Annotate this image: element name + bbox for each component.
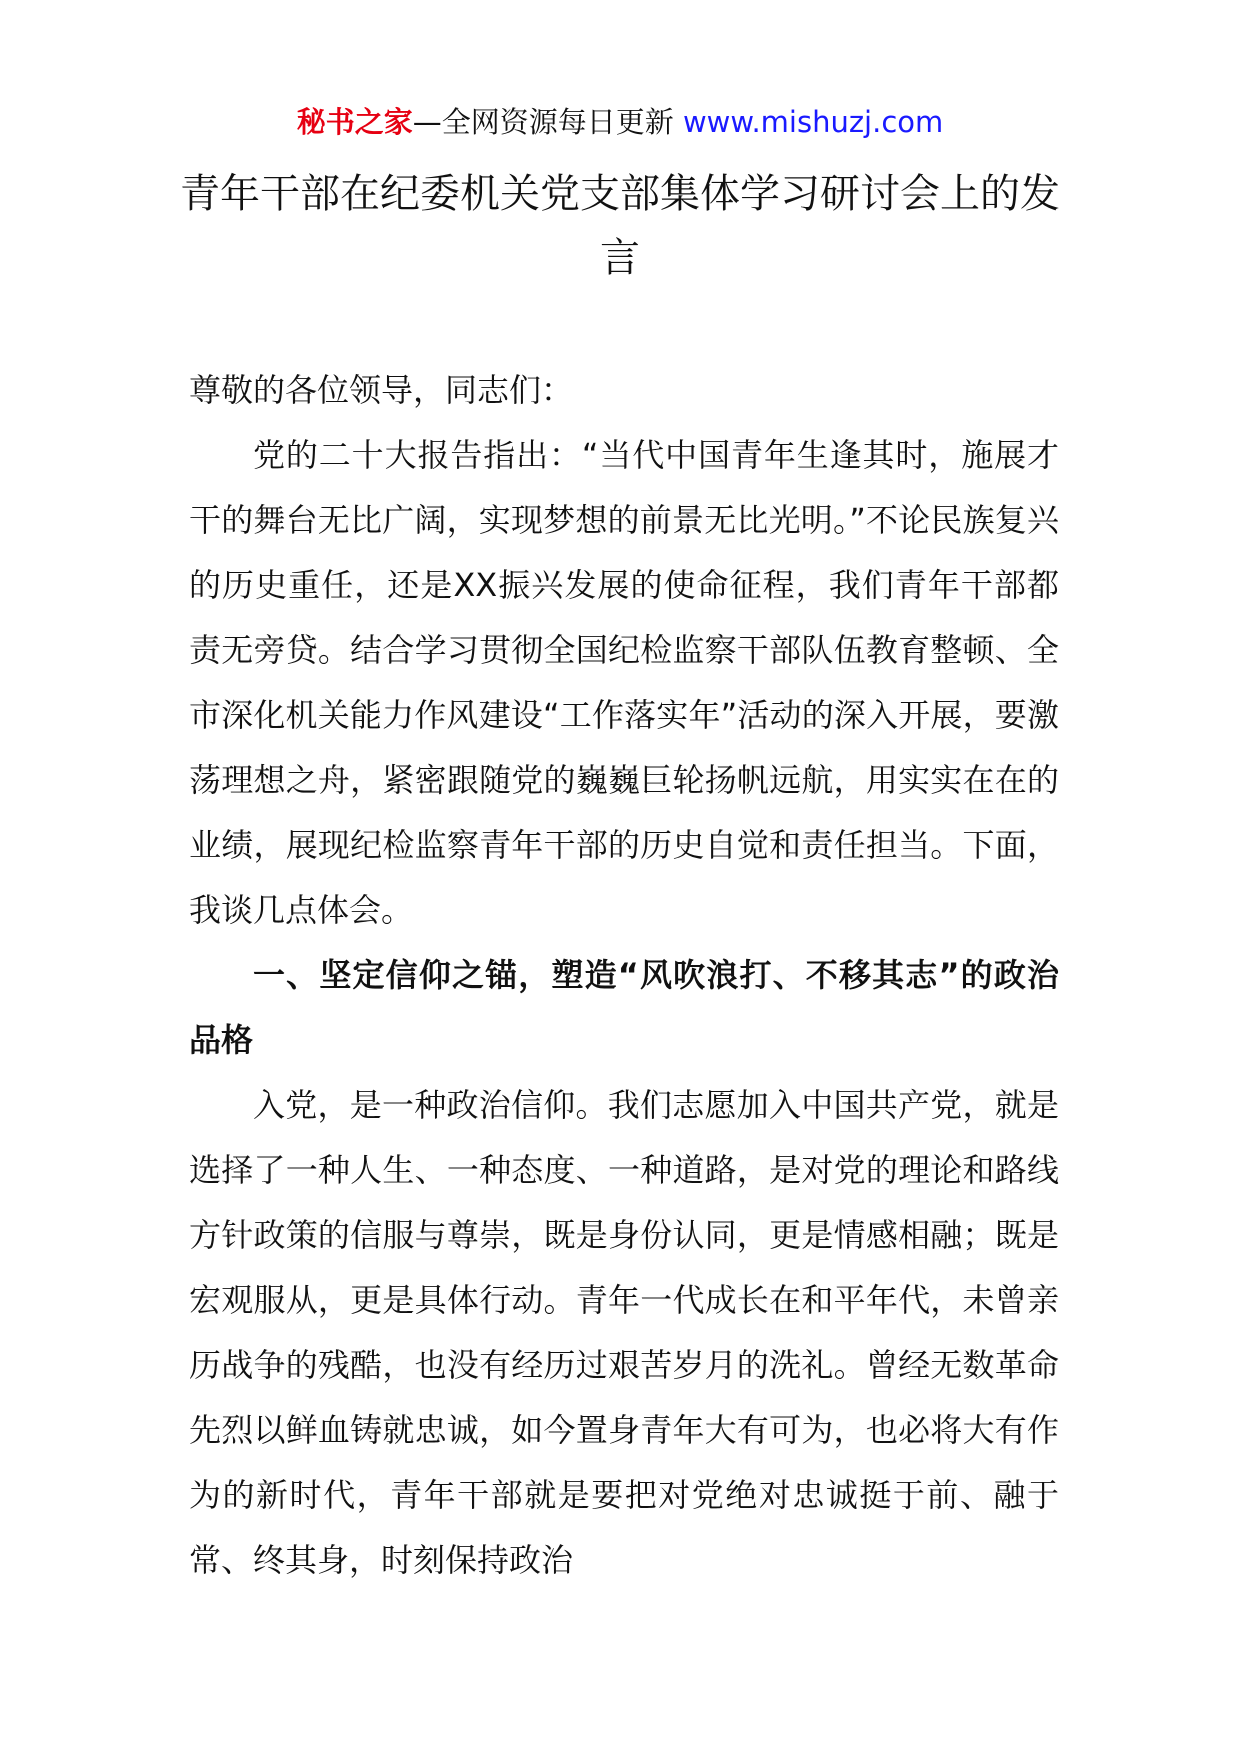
- section-heading: 一、坚定信仰之锚，塑造“风吹浪打、不移其志”的政治品格: [189, 956, 1059, 1059]
- paragraph: 党的二十大报告指出：“当代中国青年生逢其时，施展才干的舞台无比广阔，实现梦想的前景无比光明。”不论民族复兴的历史重任，还是XX振兴发展的使命征程，我们青年干部都责无旁贷。结合学习贯彻全国纪检监察干部队伍教育整顿、全市深化机关能力作风建设“工作落实年”活动的深入开展，要激荡理想之舟，紧密跟随党的巍巍巨轮扬帆远航，用实实在在的业绩，展现纪检监察青年干部的历史自觉和责任担当。下面，我谈几点体会。: [189, 436, 1059, 929]
- salutation: 尊敬的各位领导，同志们：: [189, 371, 574, 409]
- paragraph: 入党，是一种政治信仰。我们志愿加入中国共产党，就是选择了一种人生、一种态度、一种道路，是对党的理论和路线方针政策的信服与尊崇，既是身份认同，更是情感相融；既是宏观服从，更是具体行动。青年一代成长在和平年代，未曾亲历战争的残酷，也没有经历过艰苦岁月的洗礼。曾经无数革命先烈以鲜血铸就忠诚，如今置身青年大有可为，也必将大有作为的新时代，青年干部就是要把对党绝对忠诚挺于前、融于常、终其身，时刻保持政治: [189, 1086, 1059, 1579]
- site-url-link[interactable]: www.mishuzj.com: [682, 105, 944, 139]
- document-title: 青年干部在纪委机关党支部集体学习研讨会上的发言: [180, 171, 1060, 281]
- site-brand: 秘书之家: [296, 105, 413, 139]
- site-header: [0, 100, 1240, 144]
- site-tagline: —全网资源每日更新: [412, 105, 674, 139]
- document-body: [189, 358, 1059, 1593]
